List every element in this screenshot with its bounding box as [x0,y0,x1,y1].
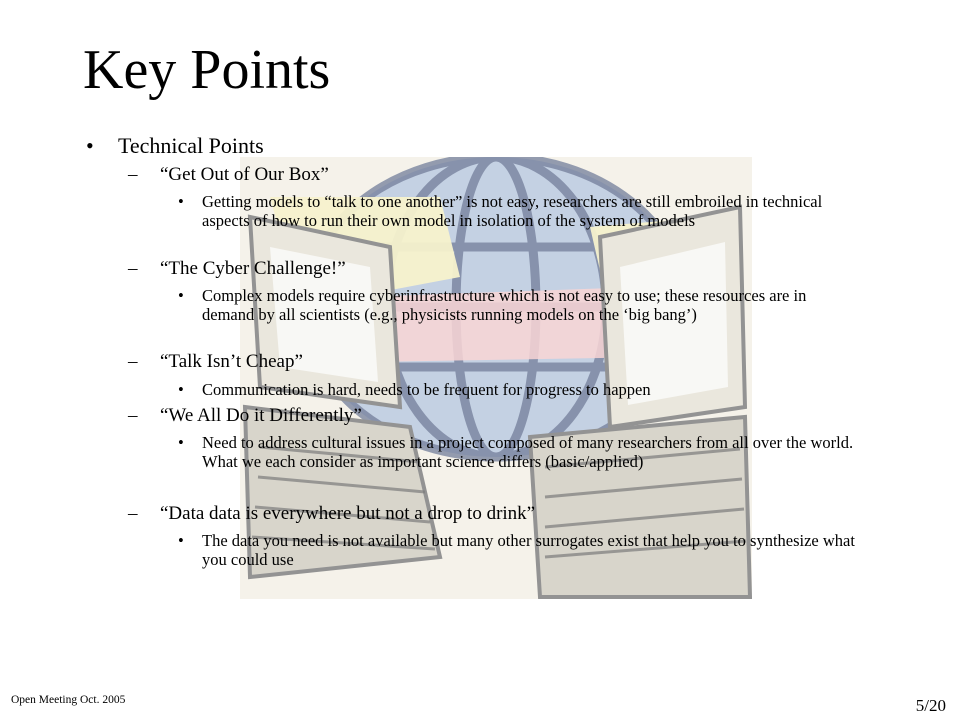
bullet-icon: • [178,286,184,305]
page-number: 5/20 [915,696,946,715]
bullet-icon: • [178,433,184,452]
dash-icon: – [128,164,138,185]
dash-icon: – [128,351,138,372]
bullet-icon: • [86,133,94,158]
list-item-heading: – “Talk Isn’t Cheap” [128,351,303,372]
list-item-detail: • Need to address cultural issues in a project composed of many researchers from all over the world. What we each consider as important science differs (basic/applied) [178,433,854,471]
slide-title: Key Points [83,39,331,101]
footer-meeting: Open Meeting Oct. 2005 [11,694,126,706]
list-item-detail: • Communication is hard, needs to be frequent for progress to happen [178,380,651,399]
list-item-detail: • Complex models require cyberinfrastructure which is not easy to use; these resources are in demand by all scientists (e.g., physicists running models on the ‘big bang’) [178,286,807,324]
dash-icon: – [128,503,138,524]
bullet-icon: • [178,192,184,211]
list-item-heading: – “Data data is everywhere but not a drop to drink” [128,503,536,524]
list-item-heading: – “The Cyber Challenge!” [128,258,346,279]
list-item-heading: – “We All Do it Differently” [128,405,362,426]
dash-icon: – [128,405,138,426]
list-item-heading: – “Get Out of Our Box” [128,164,329,185]
bullet-icon: • [178,380,184,399]
section-heading: Technical Points [118,133,264,158]
list-item-detail: • Getting models to “talk to one another” is not easy, researchers are still embroiled in technical aspects of how to run their own model in isolation of the system of models [178,192,823,230]
list-item-detail: • The data you need is not available but many other surrogates exist that help you to synthesize what you could use [178,531,855,569]
bullet-icon: • [178,531,184,550]
section-technical-points [86,133,264,159]
dash-icon: – [128,258,138,279]
